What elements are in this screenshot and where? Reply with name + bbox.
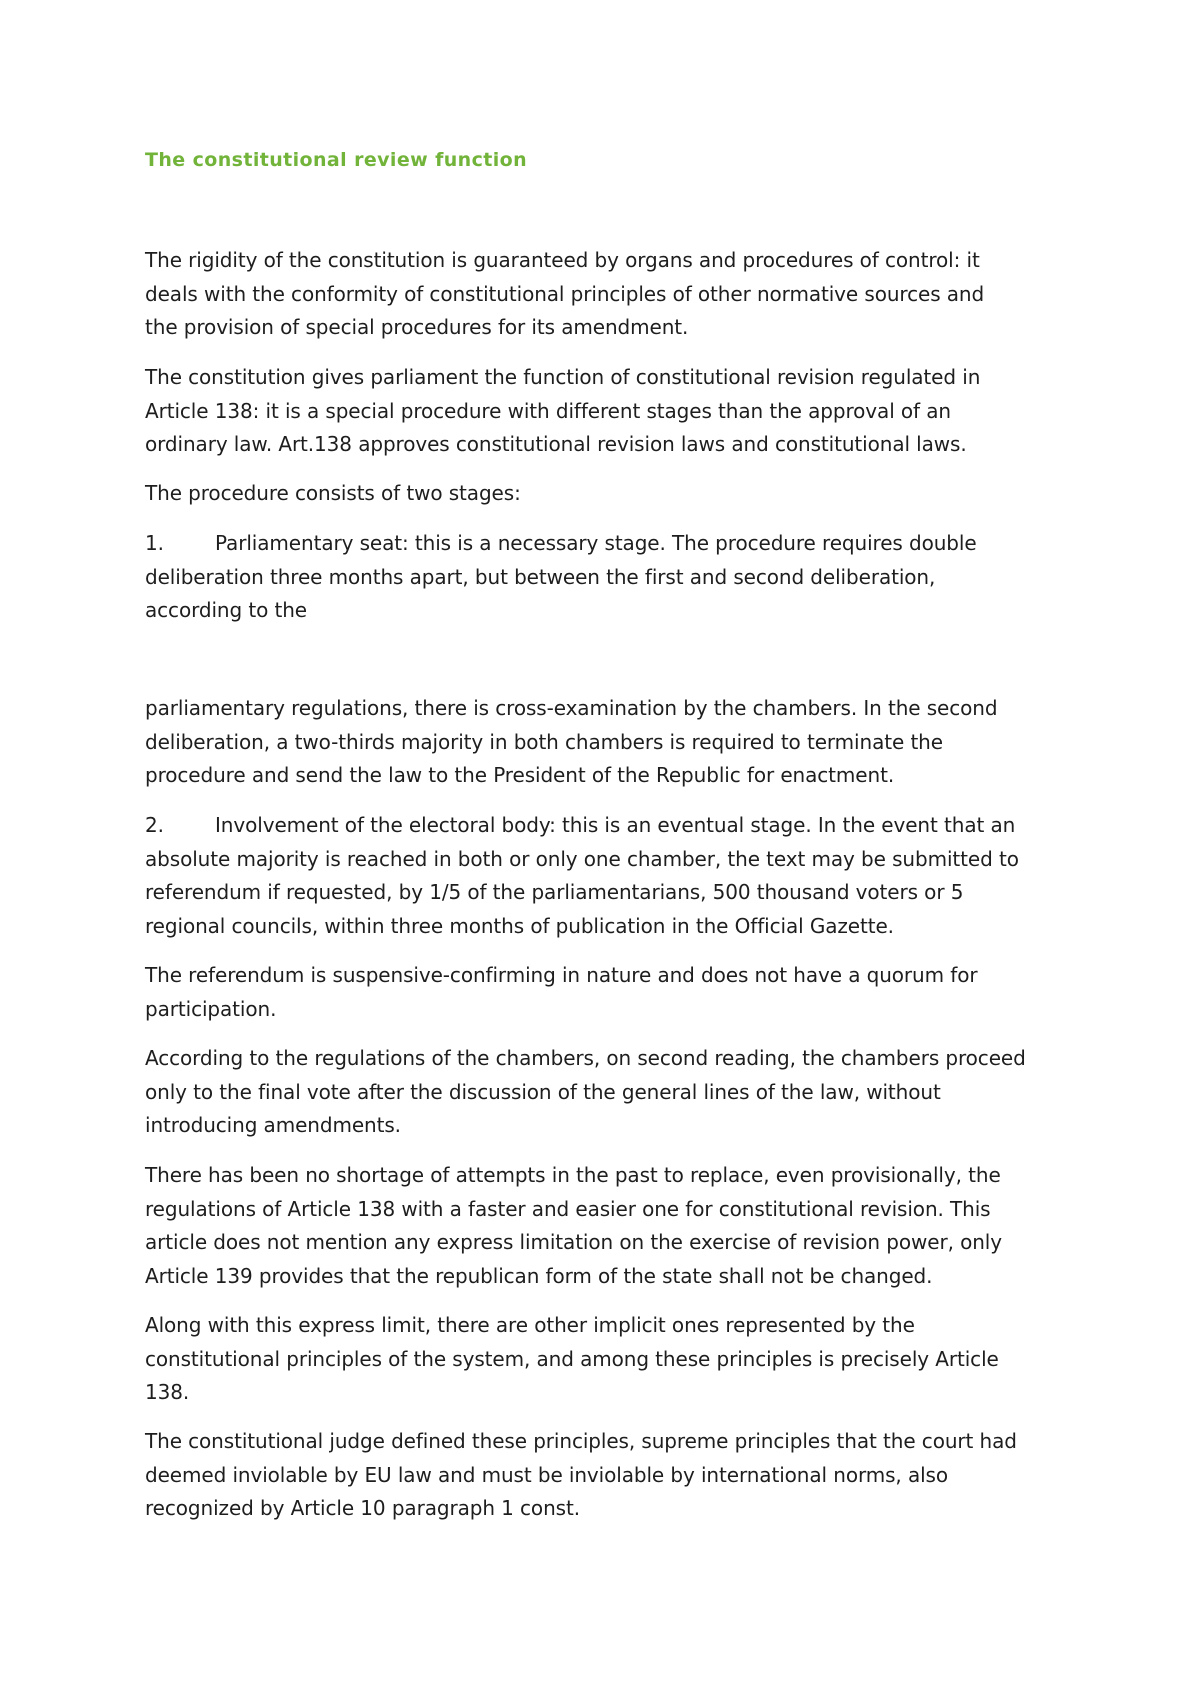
text-line: parliamentary regulations, there is cross-examination by the chambers. In the second	[145, 696, 998, 720]
text-line: referendum if requested, by 1/5 of the parliamentarians, 500 thousand voters or 5	[145, 880, 964, 904]
text-line: only to the final vote after the discussion of the general lines of the law, without	[145, 1079, 941, 1104]
paragraph-parliament-function	[145, 361, 1075, 462]
text-line: regional councils, within three months of publication in the Official Gazette.	[145, 913, 894, 938]
text-line: Article 138: it is a special procedure with different stages than the approval of an	[145, 398, 951, 423]
text-line: The constitutional judge defined these principles, supreme principles that the court had	[145, 1429, 1017, 1453]
text-line: constitutional principles of the system, and among these principles is precisely Article	[145, 1346, 999, 1371]
text-line: regulations of Article 138 with a faster and easier one for constitutional revision. This	[145, 1196, 991, 1221]
text-line: There has been no shortage of attempts in the past to replace, even provisionally, the	[145, 1163, 1001, 1187]
paragraph-two-stages-intro	[145, 477, 1075, 511]
text-line: 138.	[145, 1380, 190, 1404]
paragraph-referendum	[145, 959, 1075, 1026]
text-line: deliberation, a two-thirds majority in both chambers is required to terminate the	[145, 729, 943, 754]
text-line: article does not mention any express limitation on the exercise of revision power, only	[145, 1230, 1003, 1254]
list-item-text: Parliamentary seat: this is a necessary stage. The procedure requires double	[215, 531, 977, 555]
text-line: procedure and send the law to the President of the Republic for enactment.	[145, 763, 895, 787]
text-line	[145, 809, 1075, 843]
text-line: The referendum is suspensive-confirming in nature and does not have a quorum for	[145, 963, 978, 987]
list-number: 2.	[145, 813, 164, 837]
text-line	[145, 527, 1075, 561]
text-line: introducing amendments.	[145, 1113, 401, 1137]
text-line: Along with this express limit, there are other implicit ones represented by the	[145, 1313, 915, 1337]
text-line: the provision of special procedures for its amendment.	[145, 315, 689, 339]
paragraph-implicit-limits	[145, 1309, 1075, 1410]
text-line: according to the	[145, 598, 307, 622]
list-number: 1.	[145, 531, 164, 555]
text-line: The rigidity of the constitution is guaranteed by organs and procedures of control: it	[145, 248, 980, 272]
text-line: deliberation three months apart, but between the first and second deliberation,	[145, 564, 936, 589]
text-line: deemed inviolable by EU law and must be inviolable by international norms, also	[145, 1462, 949, 1487]
paragraph-rigidity	[145, 244, 1075, 345]
paragraph-regulations-continued	[145, 692, 1075, 793]
paragraph-attempts	[145, 1159, 1075, 1293]
paragraph-second-reading	[145, 1042, 1075, 1143]
list-item-text: Involvement of the electoral body: this is an eventual stage. In the event that an	[215, 813, 1016, 837]
text-line: The procedure consists of two stages:	[145, 481, 521, 505]
list-item-electoral-body	[145, 809, 1075, 943]
text-line: Article 139 provides that the republican form of the state shall not be changed.	[145, 1263, 933, 1288]
text-line: participation.	[145, 996, 277, 1021]
document-heading: The constitutional review function	[145, 149, 528, 171]
text-line: ordinary law. Art.138 approves constitutional revision laws and constitutional laws.	[145, 432, 967, 456]
list-item-parliamentary-seat	[145, 527, 1075, 628]
text-line: According to the regulations of the chambers, on second reading, the chambers proceed	[145, 1046, 1026, 1070]
text-line: The constitution gives parliament the function of constitutional revision regulated in	[145, 365, 981, 389]
text-line: absolute majority is reached in both or only one chamber, the text may be submitted to	[145, 846, 1019, 871]
text-line: recognized by Article 10 paragraph 1 const.	[145, 1496, 580, 1520]
text-line: deals with the conformity of constitutional principles of other normative sources and	[145, 281, 985, 306]
paragraph-constitutional-judge	[145, 1425, 1075, 1526]
